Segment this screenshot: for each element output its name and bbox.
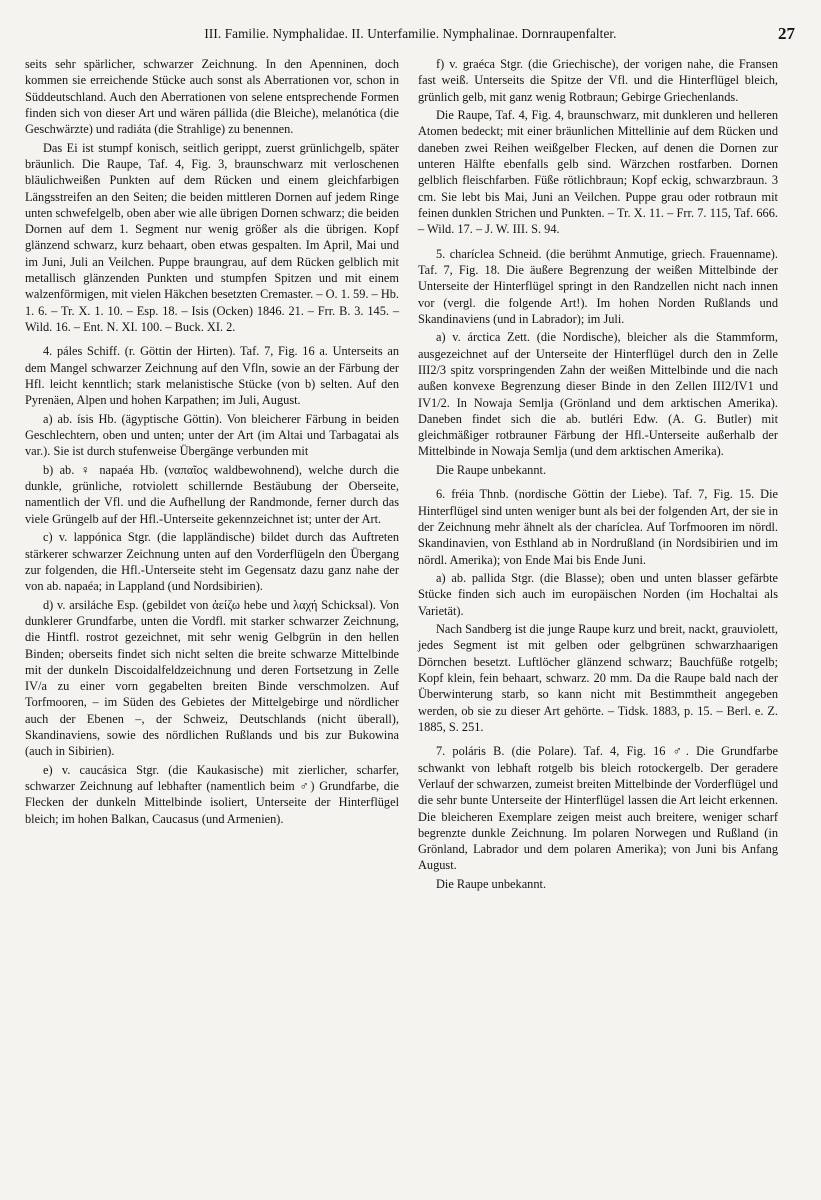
species-entry: 6. fréia Thnb. (nordische Göttin der Liebe). Taf. 7, Fig. 15. Die Hinterflügel sind unten weniger bunt als bei der folgenden Art, der sie in der Zeichnung mehr ähnelt als der charíclea. Auf Torfmooren im nördl. Skandinavien, von Esthland ab in Nordrußland (in Nordsibirien und im nördl. Amerika); von Ende Mai bis Ende Juni. [418,487,778,567]
paragraph: Die Raupe, Taf. 4, Fig. 4, braunschwarz, mit dunkleren und helleren Atomen bedeckt; mit einer bräunlichen Mittellinie auf dem Rücken und daneben zwei Reihen weißgelber Flecken, auf denen die Dornen zur unteren Hälfte ebenfalls gelb sind. Wärzchen rostfarben. Dornen gelblich fleischfarben. Füße rötlichbraun; Kopf eckig, schwarzbraun. 3 cm. Sie lebt bis Mai, Juni an Veilchen. Puppe grau oder rotbraun mit feinen dunklen Strichen und Punkten. – Tr. X. 11. – Frr. 7. 115, Taf. 666. – Wild. 17. – J. W. III. S. 94. [418,108,778,237]
paragraph: seits sehr spärlicher, schwarzer Zeichnung. In den Apenninen, doch kommen sie erreichende Stücke auch sonst als Aberrationen vor, schon in Süddeutschland. Auch den Aberrationen von selene entsprechende Formen finden sich von dieser Art und wären pállida (die Bleiche), melanótica (die Geschwärzte) und radiáta (die Strahlige) zu benennen. [25,57,399,137]
form-entry: b) ab. ♀ napaéa Hb. (ναπαῖος waldbewohnend), welche durch die dunkle, grünliche, rotviolett schillernde Bestäubung der Oberseite, namentlich der Vfl. und die Aufhellung der Randmonde, ferner durch das viele Grüngelb auf der Hfl.-Unterseite gekennzeichnet ist; unter der Art. [25,462,399,526]
right-column [418,56,778,894]
form-entry: f) v. graéca Stgr. (die Griechische), der vorigen nahe, die Fransen fast weiß. Unterseits die Spitze der Vfl. und die Hinterflügel bleich, grünlich gelb, mit ganz wenig Rotbraun; Gebirge Griechenlands. [418,57,778,104]
form-entry: a) v. árctica Zett. (die Nordische), bleicher als die Stammform, ausgezeichnet auf der Unterseite der Hinterflügel durch den in Zelle III2/3 spitz vorspringenden Zahn der weißen Mittelbinde und die nach außen konvexe Begrenzung dieser Binde in den Zellen III2/IV1 und IV1/2. In Nowaja Semlja (Grönland und dem arktischen Amerika). Daneben findet sich die ab. butléri Edw. (A. G. Butler) mit gleichmäßiger rotbrauner Färbung der Hfl.-Unterseite außerhalb der Mittelbinde in Nowaja Semlja (und dem arktischen Amerika). [418,330,778,459]
left-column [25,56,399,829]
paragraph: Das Ei ist stumpf konisch, seitlich gerippt, zuerst grünlichgelb, später bräunlich. Die Raupe, Taf. 4, Fig. 3, braunschwarz mit verloschenen bläulichweißen Punkten auf dem Rücken und einem gleichfarbigen Längsstreifen an den Seiten; die beiden mittleren Dornen auf jedem Ringe unten schwefelgelb, oben aber wie alle übrigen Dornen schwarz; die beiden Dornen auf dem 1. Segment nur wenig größer als die übrigen. Kopf glänzend schwarz, kurz behaart, oben etwas gespalten. Im April, Mai und im Juni, Juli an Veilchen. Puppe braungrau, auf dem Rücken gelblich mit metallisch glänzenden Punkten und stumpfen Spitzen und mit einem walzenförmigen, mit vielen Häkchen besetzten Cremaster. – O. 1. 59. – Hb. 1. 6. – Tr. X. 1. 10. – Esp. 18. – Isis (Ocken) 1846. 21. – Frr. B. 3. 145. – Wild. 16. – Ent. N. XI. 100. – Buck. XI. 2. [25,140,399,334]
paragraph: Die Raupe unbekannt. [436,876,547,891]
paragraph: Die Raupe unbekannt. [436,462,547,477]
paragraph: Nach Sandberg ist die junge Raupe kurz und breit, nackt, grauviolett, jedes Segment ist mit gelben oder gelbgrünen schwarzhaarigen Dörnchen besetzt. Luftlöcher glänzend schwarz; Bauchfüße rotgelb; Kopf klein, fein behaart, schwarz. 20 mm. Da die Raupe bald nach der Überwinterung starb, so kann nicht mit Bestimmtheit angegeben werden, ob sie zu dieser Art gehörte. – Tidsk. 1883, p. 15. – Berl. e. Z. 1885, S. 251. [418,622,778,734]
form-entry: d) v. arsiláche Esp. (gebildet von ἀείζω hebe und λαχή Schicksal). Von dunklerer Grundfarbe, unten die Vordfl. mit starker schwarzer Zeichnung, die Hintfl. rostrot gezeichnet, mit sehr wenig Gelbgrün in den hellen Binden; oberseits findet sich nicht selten die breite schwarze Mittelbinde mit der dunkeln Discoidalfeldzeichnung und deren Fortsetzung in Zelle IV/a zu einer vorn gegabelten breiten Binde verschmolzen. Auf Torfmooren, – im Süden des Gebietes der Mittelgebirge und nördlicher auch der Ebenen –, der Schweiz, Deutschlands (nicht überall), Skandinaviens, sowie des nördlichen Rußlands und bis zur Bukowina (auch in Sibirien). [25,597,399,759]
form-entry: a) ab. pallida Stgr. (die Blasse); oben und unten blasser gefärbte Stücke finden sich auch im europäischen Norden (im Hochaltai als Varietät). [418,571,778,618]
species-entry: 5. charíclea Schneid. (die berühmt Anmutige, griech. Frauenname). Taf. 7, Fig. 18. Die äußere Begrenzung der weißen Mittelbinde der Unterseite der Hinterflügel springt in den Randzellen nicht nach innen vor (vergl. die folgende Art!). Im hohen Norden Rußlands und Skandinaviens (und in Labrador); im Juli. [418,246,778,326]
form-entry: a) ab. ísis Hb. (ägyptische Göttin). Von bleicherer Färbung in beiden Geschlechtern, oben und unten; unter der Art (im Altai und Tarbagatai als var.). Sie ist durch stufenweise Übergänge verbunden mit [25,411,399,459]
form-entry: e) v. caucásica Stgr. (die Kaukasische) mit zierlicher, scharfer, schwarzer Zeichnung auf lebhafter (namentlich beim ♂) Grundfarbe, die Flecken der dunkeln Mittelbinde isoliert, Unterseite der Hinterflügel bleich; im hohen Balkan, Caucasus (und Armenien). [25,762,399,826]
species-entry: 4. páles Schiff. (r. Göttin der Hirten). Taf. 7, Fig. 16 a. Unterseits an dem Mangel schwarzer Zeichnung auf den Vfln, sowie an der Färbung der Hfl. leicht kenntlich; stark melanistische Stücke (von b) selten. Auf den Pyrenäen, Alpen und hohen Karpathen; im Juli, August. [25,344,399,408]
species-entry: 7. poláris B. (die Polare). Taf. 4, Fig. 16 ♂. Die Grundfarbe schwankt von lebhaft rotgelb bis bleich rotockergelb. Der geradere Verlauf der schwarzen, zumeist breiten Mittelbinde der Vorderflügel und die sehr bunte Unterseite der Hinterflügel lassen die Art leicht erkennen. Die bleicheren Exemplare zeigen meist auch breitere, weniger scharf begrenzte dunkle Zeichnung. Im polaren Norwegen und Rußland (in Grönland, Labrador und dem polaren Amerika); von Juni bis Anfang August. [418,744,778,873]
header-title: III. Familie. Nymphalidae. II. Unterfamilie. Nymphalinae. Dornraupenfalter. [204,26,617,41]
form-entry: c) v. lappónica Stgr. (die lappländische) bildet durch das Auftreten stärkerer schwarzer Zeichnung unten auf den Vorderflügeln den Übergang zur folgenden, die Hfl.-Unterseite steht im Gegensatz dazu ganz nahe der von ab. napaéa; in Lappland (und Nordsibirien). [25,530,399,594]
page-number: 27 [778,24,795,43]
running-header [0,26,821,48]
